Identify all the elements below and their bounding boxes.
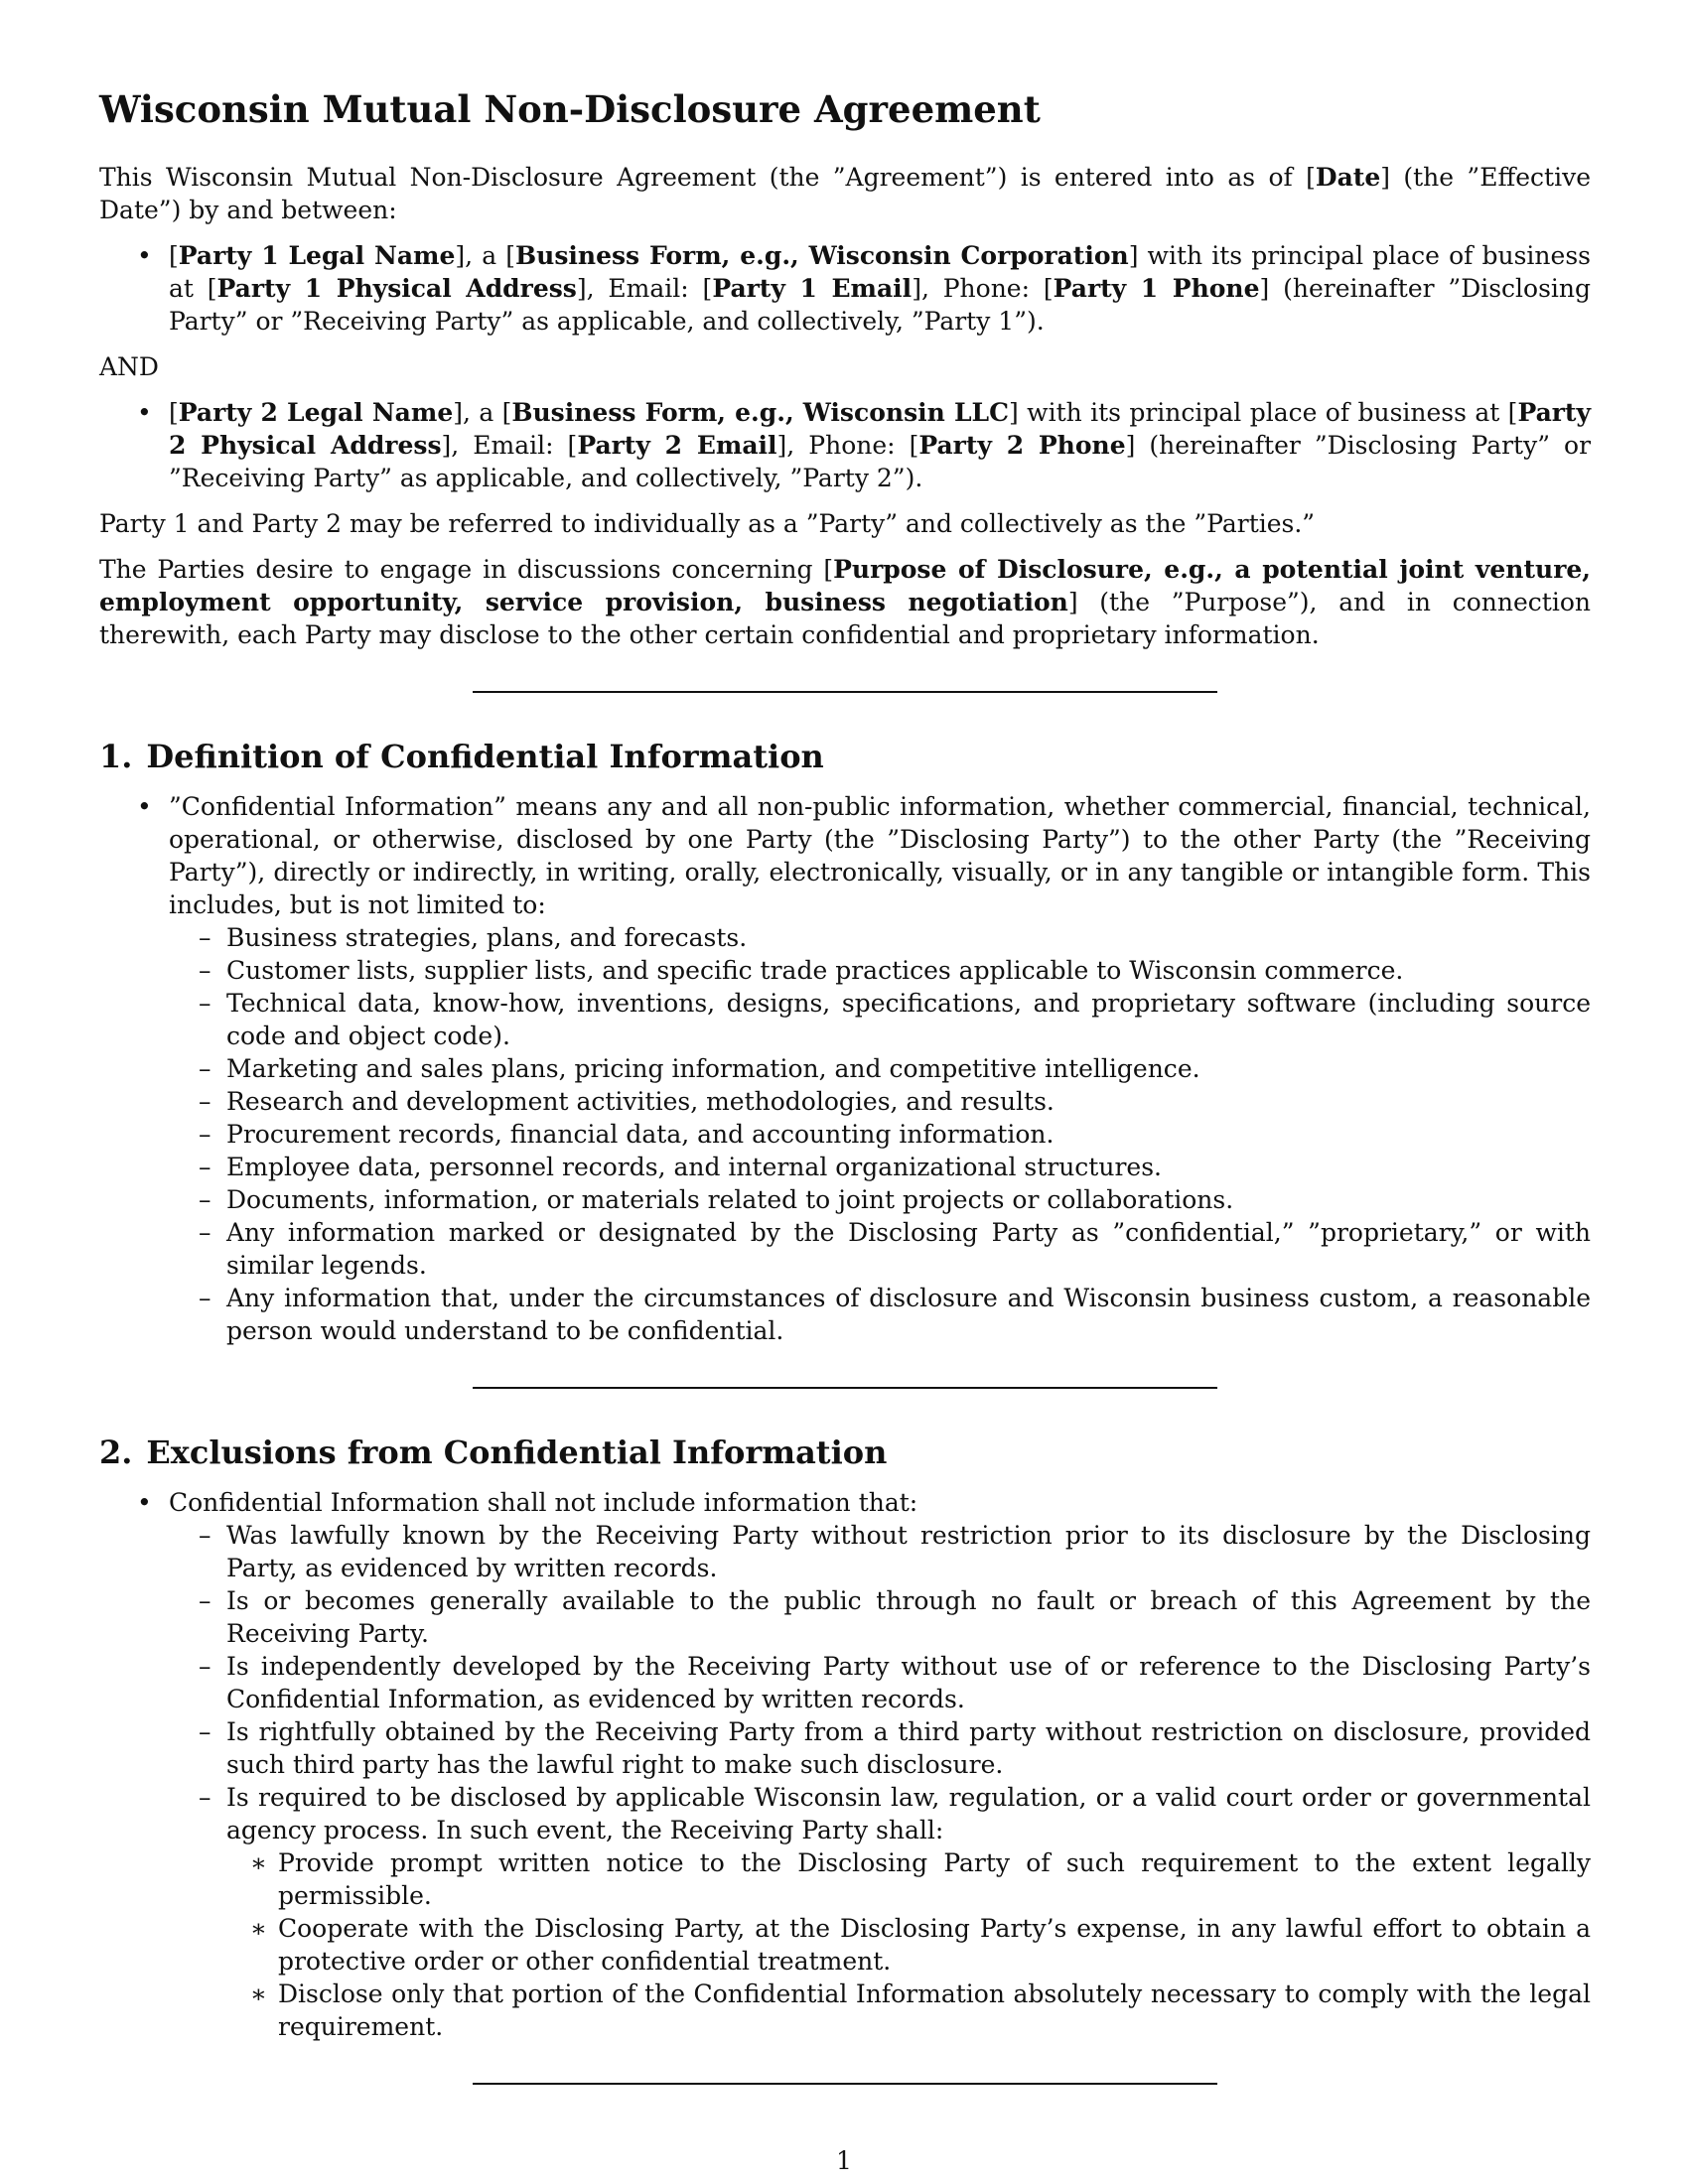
list-item: – Marketing and sales plans, pricing information, and competitive intelligence.: [169, 1052, 1591, 1085]
list-item: – Technical data, know-how, inventions, designs, specifications, and proprietary software (including source code and object code).: [169, 987, 1591, 1052]
section-1-list: [99, 790, 1591, 1347]
sub-list-item: ∗ Disclose only that portion of the Confidential Information absolutely necessary to comply with the legal requirement.: [226, 1978, 1591, 2043]
list-item: – Procurement records, financial data, and accounting information.: [169, 1118, 1591, 1151]
section-2-lead: • Confidential Information shall not include information that: – Was lawfully known by the Receiving Party without restriction prior to its disclosure by the Disclosing Party, as evidenced by written records. – Is or becomes generally available to the public through no fault or breach of this Agreement by the Receiving Party. – Is independently developed by the Receiving Party without use of or reference to the Disclosing Party’s Confidential Information, as evidenced by written records. – Is rightfully obtained by the Receiving Party from a third party without restriction on disclosure, provided such third party has the lawful right to make such disclosure. – Is required to be disclosed by applicable Wisconsin law, regulation, or a valid court order or governmental agency process. In such event, the Receiving Party shall: ∗ Provide prompt written notice to the Disclosing Party of such requirement to the extent legally permissible. ∗ Cooperate with the Disclosing Party, at the Disclosing Party’s expense, in any lawful effort to obtain a protective order or other confidential treatment. ∗ Disclose only that portion of the Confidential Information absolutely necessary to comply with the legal requirement.: [99, 1486, 1591, 2043]
list-item: – Is or becomes generally available to the public through no fault or breach of this Agreement by the Receiving Party.: [169, 1584, 1591, 1650]
party-1-address: Party 1 Physical Address: [216, 274, 577, 303]
section-1-heading: 1. Definition of Confidential Information: [99, 738, 824, 775]
sub-list-item: ∗ Cooperate with the Disclosing Party, at the Disclosing Party’s expense, in any lawful effort to obtain a protective order or other confidential treatment.: [226, 1912, 1591, 1978]
section-divider: [473, 1387, 1217, 1389]
sub-list-item: ∗ Provide prompt written notice to the Disclosing Party of such requirement to the extent legally permissible.: [226, 1846, 1591, 1912]
section-divider: [473, 691, 1217, 693]
intro-paragraph: This Wisconsin Mutual Non-Disclosure Agreement (the ”Agreement”) is entered into as of [Date] (the ”Effective Date”) by and between:: [99, 163, 1591, 224]
list-item: – Business strategies, plans, and forecasts.: [169, 921, 1591, 954]
section-2-items: [169, 1519, 1591, 2043]
document-title: Wisconsin Mutual Non-Disclosure Agreement: [99, 87, 1041, 131]
list-item: – Any information that, under the circumstances of disclosure and Wisconsin business custom, a reasonable person would understand to be confidential.: [169, 1282, 1591, 1347]
list-item: – Is required to be disclosed by applicable Wisconsin law, regulation, or a valid court order or governmental agency process. In such event, the Receiving Party shall: ∗ Provide prompt written notice to the Disclosing Party of such requirement to the extent legally permissible. ∗ Cooperate with the Disclosing Party, at the Disclosing Party’s expense, in any lawful effort to obtain a protective order or other confidential treatment. ∗ Disclose only that portion of the Confidential Information absolutely necessary to comply with the legal requirement.: [169, 1781, 1591, 2043]
section-1-lead: • ”Confidential Information” means any and all non-public information, whether commercial, financial, technical, operational, or otherwise, disclosed by one Party (the ”Disclosing Party”) to the other Party (the ”Receiving Party”), directly or indirectly, in writing, orally, electronically, visually, or in any tangible or intangible form. This includes, but is not limited to: – Business strategies, plans, and forecasts. – Customer lists, supplier lists, and specific trade practices applicable to Wisconsin commerce. – Technical data, know-how, inventions, designs, specifications, and proprietary software (including source code and object code). – Marketing and sales plans, pricing information, and competitive intelligence. – Research and development activities, methodologies, and results. – Procurement records, financial data, and accounting information. – Employee data, personnel records, and internal organizational structures. – Documents, information, or materials related to joint projects or collaborations. – Any information marked or designated by the Disclosing Party as ”confidential,” ”proprietary,” or with similar legends. – Any information that, under the circumstances of disclosure and Wisconsin business custom, a reasonable person would understand to be confidential.: [99, 790, 1591, 1347]
party-2-phone: Party 2 Phone: [918, 431, 1126, 460]
party-2-list: [99, 396, 1591, 494]
purpose-placeholder: Purpose of Disclosure, e.g., a potential joint venture, employment opportunity, service provision, business negotiation: [99, 555, 1591, 616]
list-item: – Is rightfully obtained by the Receiving Party from a third party without restriction on disclosure, provided such third party has the lawful right to make such disclosure.: [169, 1715, 1591, 1781]
party-1-item: • [Party 1 Legal Name], a [Business Form, e.g., Wisconsin Corporation] with its principal place of business at [Party 1 Physical Address], Email: [Party 1 Email], Phone: [Party 1 Phone] (hereinafter ”Disclosing Party” or ”Receiving Party” as applicable, and collectively, ”Party 1”).: [99, 239, 1591, 338]
page-number: 1: [836, 2146, 852, 2175]
date-placeholder: Date: [1315, 163, 1381, 192]
party-2-address: Party 2 Physical Address: [169, 398, 1592, 460]
section-2-list: [99, 1486, 1591, 2043]
party-1-email: Party 1 Email: [712, 274, 913, 303]
parties-paragraph: Party 1 and Party 2 may be referred to individually as a ”Party” and collectively as the ”Parties.”: [99, 509, 1316, 538]
party-2-name: Party 2 Legal Name: [178, 398, 454, 427]
section-divider: [473, 2083, 1217, 2085]
party-1-phone: Party 1 Phone: [1053, 274, 1260, 303]
list-item: – Any information marked or designated by the Disclosing Party as ”confidential,” ”proprietary,” or with similar legends.: [169, 1216, 1591, 1282]
purpose-paragraph: The Parties desire to engage in discussions concerning [Purpose of Disclosure, e.g., a potential joint venture, employment opportunity, service provision, business negotiation] (the ”Purpose”), and in connection therewith, each Party may disclose to the other certain confidential and proprietary information.: [99, 555, 1591, 649]
list-item: – Customer lists, supplier lists, and specific trade practices applicable to Wisconsin commerce.: [169, 954, 1591, 987]
section-1-items: [169, 921, 1591, 1347]
list-item: – Employee data, personnel records, and internal organizational structures.: [169, 1151, 1591, 1183]
party-1-name: Party 1 Legal Name: [178, 241, 456, 270]
list-item: – Research and development activities, methodologies, and results.: [169, 1085, 1591, 1118]
party-1-form: Business Form, e.g., Wisconsin Corporation: [515, 241, 1129, 270]
list-item: – Was lawfully known by the Receiving Party without restriction prior to its disclosure by the Disclosing Party, as evidenced by written records.: [169, 1519, 1591, 1584]
list-item: – Is independently developed by the Receiving Party without use of or reference to the Disclosing Party’s Confidential Information, as evidenced by written records.: [169, 1650, 1591, 1715]
party-1-list: [99, 239, 1591, 338]
section-2-subitems: [226, 1846, 1591, 2043]
party-2-email: Party 2 Email: [577, 431, 777, 460]
and-separator: AND: [99, 352, 159, 381]
party-2-form: Business Form, e.g., Wisconsin LLC: [511, 398, 1010, 427]
section-2-heading: 2. Exclusions from Confidential Information: [99, 1433, 888, 1471]
party-2-item: • [Party 2 Legal Name], a [Business Form, e.g., Wisconsin LLC] with its principal place of business at [Party 2 Physical Address], Email: [Party 2 Email], Phone: [Party 2 Phone] (hereinafter ”Disclosing Party” or ”Receiving Party” as applicable, and collectively, ”Party 2”).: [99, 396, 1591, 494]
list-item: – Documents, information, or materials related to joint projects or collaborations.: [169, 1183, 1591, 1216]
